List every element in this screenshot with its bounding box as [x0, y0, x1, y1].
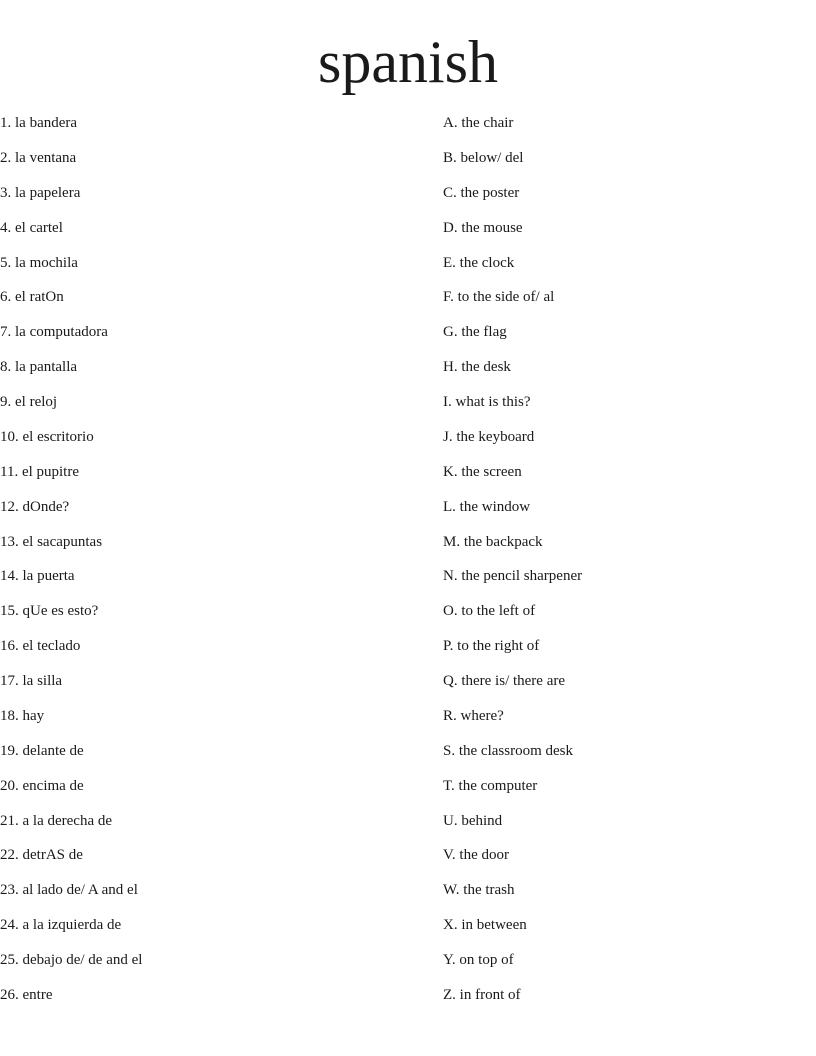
- term-item: 5. la mochila: [0, 254, 78, 271]
- definition-item: O. to the left of: [443, 603, 536, 620]
- term-item: 8. la pantalla: [0, 359, 78, 376]
- term-item: 6. el ratOn: [0, 289, 64, 306]
- term-item: 9. el reloj: [0, 394, 58, 410]
- definition-item: Y. on top of: [443, 952, 514, 968]
- definition-item: V. the door: [443, 847, 509, 864]
- term-item: 25. debajo de/ de and el: [0, 952, 143, 968]
- term-item: 17. la silla: [0, 673, 63, 689]
- term-item: 22. detrAS de: [0, 847, 83, 864]
- page-title: spanish: [318, 29, 498, 95]
- term-item: 23. al lado de/ A and el: [0, 882, 138, 899]
- definition-item: M. the backpack: [443, 533, 543, 550]
- definition-item: A. the chair: [443, 115, 514, 131]
- term-item: 21. a la derecha de: [0, 812, 113, 829]
- definition-item: D. the mouse: [443, 219, 523, 236]
- term-item: 15. qUe es esto?: [0, 603, 99, 620]
- term-item: 1. la bandera: [0, 115, 78, 131]
- definition-item: J. the keyboard: [443, 428, 535, 445]
- definition-item: H. the desk: [443, 359, 511, 376]
- term-item: 19. delante de: [0, 742, 84, 759]
- definition-item: Q. there is/ there are: [443, 673, 566, 689]
- definition-item: C. the poster: [443, 184, 520, 201]
- definition-item: L. the window: [443, 498, 531, 515]
- definition-item: K. the screen: [443, 463, 522, 480]
- term-item: 26. entre: [0, 986, 53, 1003]
- definition-item: I. what is this?: [443, 394, 531, 410]
- definitions-column: [443, 113, 816, 1020]
- term-item: 12. dOnde?: [0, 498, 70, 515]
- term-item: 18. hay: [0, 707, 45, 724]
- definition-item: W. the trash: [443, 882, 515, 899]
- definition-item: T. the computer: [443, 777, 538, 794]
- definition-item: S. the classroom desk: [443, 742, 573, 759]
- term-item: 11. el pupitre: [0, 463, 80, 480]
- definition-item: U. behind: [443, 812, 503, 829]
- terms-column: [0, 113, 420, 1020]
- definition-item: G. the flag: [443, 324, 507, 341]
- term-item: 3. la papelera: [0, 184, 81, 201]
- term-item: 10. el escritorio: [0, 428, 94, 445]
- term-item: 2. la ventana: [0, 149, 77, 166]
- term-item: 7. la computadora: [0, 324, 108, 341]
- definition-item: B. below/ del: [443, 149, 524, 166]
- definition-item: Z. in front of: [443, 986, 521, 1003]
- term-item: 16. el teclado: [0, 638, 81, 655]
- term-item: 4. el cartel: [0, 219, 63, 236]
- term-item: 24. a la izquierda de: [0, 917, 122, 934]
- definition-item: F. to the side of/ al: [443, 289, 555, 306]
- definition-item: R. where?: [443, 707, 504, 724]
- term-item: 13. el sacapuntas: [0, 533, 103, 550]
- definition-item: N. the pencil sharpener: [443, 568, 583, 585]
- definition-item: X. in between: [443, 917, 527, 934]
- definition-item: E. the clock: [443, 254, 515, 271]
- definition-item: P. to the right of: [443, 638, 540, 655]
- term-item: 20. encima de: [0, 777, 84, 794]
- term-item: 14. la puerta: [0, 568, 75, 585]
